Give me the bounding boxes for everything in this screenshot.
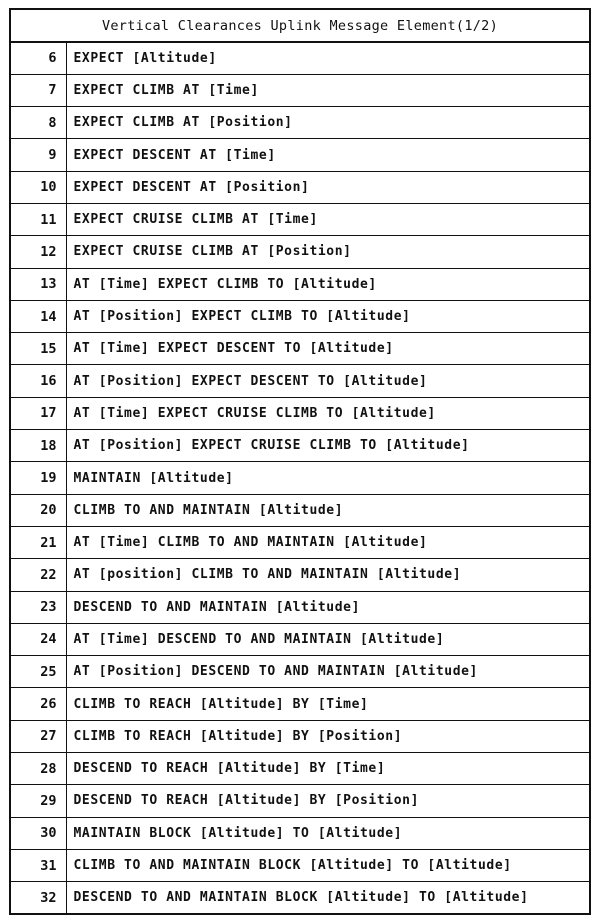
table-row <box>10 753 590 785</box>
message-element-number: 18 <box>10 430 66 462</box>
table-row <box>10 882 590 914</box>
message-element-text: AT [Position] EXPECT DESCENT TO [Altitude] <box>66 365 590 397</box>
message-element-number: 30 <box>10 817 66 849</box>
message-element-number: 13 <box>10 268 66 300</box>
message-element-number: 19 <box>10 462 66 494</box>
table-row <box>10 720 590 752</box>
message-element-number: 32 <box>10 882 66 914</box>
message-element-text: AT [Time] CLIMB TO AND MAINTAIN [Altitude] <box>66 526 590 558</box>
table-row <box>10 494 590 526</box>
table-row <box>10 591 590 623</box>
table-row <box>10 203 590 235</box>
table-title-row <box>10 9 590 42</box>
message-element-text: DESCEND TO REACH [Altitude] BY [Position] <box>66 785 590 817</box>
table-row <box>10 171 590 203</box>
message-element-number: 25 <box>10 656 66 688</box>
message-element-number: 14 <box>10 300 66 332</box>
message-element-number: 24 <box>10 623 66 655</box>
message-element-text: CLIMB TO AND MAINTAIN BLOCK [Altitude] TO [Altitude] <box>66 849 590 881</box>
table-row <box>10 42 590 74</box>
message-element-text: AT [Position] DESCEND TO AND MAINTAIN [Altitude] <box>66 656 590 688</box>
table-row <box>10 849 590 881</box>
message-element-number: 27 <box>10 720 66 752</box>
table-row <box>10 139 590 171</box>
table-row <box>10 397 590 429</box>
message-element-number: 15 <box>10 333 66 365</box>
message-element-text: MAINTAIN [Altitude] <box>66 462 590 494</box>
table-row <box>10 107 590 139</box>
table-row <box>10 623 590 655</box>
message-element-number: 10 <box>10 171 66 203</box>
message-element-number: 31 <box>10 849 66 881</box>
message-element-number: 9 <box>10 139 66 171</box>
message-element-text: CLIMB TO REACH [Altitude] BY [Position] <box>66 720 590 752</box>
message-element-text: EXPECT DESCENT AT [Position] <box>66 171 590 203</box>
message-element-text: EXPECT CRUISE CLIMB AT [Position] <box>66 236 590 268</box>
table-row <box>10 268 590 300</box>
message-element-number: 26 <box>10 688 66 720</box>
message-element-text: EXPECT [Altitude] <box>66 42 590 74</box>
message-element-text: EXPECT DESCENT AT [Time] <box>66 139 590 171</box>
table-row <box>10 559 590 591</box>
table-row <box>10 817 590 849</box>
message-element-number: 29 <box>10 785 66 817</box>
message-element-text: EXPECT CLIMB AT [Time] <box>66 74 590 106</box>
message-element-text: MAINTAIN BLOCK [Altitude] TO [Altitude] <box>66 817 590 849</box>
message-element-text: EXPECT CRUISE CLIMB AT [Time] <box>66 203 590 235</box>
table-row <box>10 430 590 462</box>
message-element-text: EXPECT CLIMB AT [Position] <box>66 107 590 139</box>
message-element-number: 20 <box>10 494 66 526</box>
table-row <box>10 74 590 106</box>
table-row <box>10 236 590 268</box>
message-element-number: 17 <box>10 397 66 429</box>
message-element-text: DESCEND TO REACH [Altitude] BY [Time] <box>66 753 590 785</box>
table-row <box>10 300 590 332</box>
message-element-text: DESCEND TO AND MAINTAIN [Altitude] <box>66 591 590 623</box>
table-row <box>10 333 590 365</box>
vertical-clearances-table <box>9 8 591 915</box>
message-element-text: CLIMB TO AND MAINTAIN [Altitude] <box>66 494 590 526</box>
table-body <box>10 42 590 914</box>
message-element-text: DESCEND TO AND MAINTAIN BLOCK [Altitude] TO [Altitude] <box>66 882 590 914</box>
message-element-text: AT [Time] DESCEND TO AND MAINTAIN [Altitude] <box>66 623 590 655</box>
message-element-number: 11 <box>10 203 66 235</box>
message-element-text: AT [Time] EXPECT DESCENT TO [Altitude] <box>66 333 590 365</box>
message-element-number: 12 <box>10 236 66 268</box>
message-element-number: 21 <box>10 526 66 558</box>
table-row <box>10 462 590 494</box>
message-element-number: 22 <box>10 559 66 591</box>
table-row <box>10 785 590 817</box>
message-element-number: 6 <box>10 42 66 74</box>
message-element-text: AT [Position] EXPECT CRUISE CLIMB TO [Altitude] <box>66 430 590 462</box>
message-element-text: AT [Time] EXPECT CLIMB TO [Altitude] <box>66 268 590 300</box>
table-row <box>10 365 590 397</box>
message-element-text: AT [Position] EXPECT CLIMB TO [Altitude] <box>66 300 590 332</box>
message-element-text: AT [Time] EXPECT CRUISE CLIMB TO [Altitude] <box>66 397 590 429</box>
table-row <box>10 656 590 688</box>
message-element-number: 28 <box>10 753 66 785</box>
message-element-text: CLIMB TO REACH [Altitude] BY [Time] <box>66 688 590 720</box>
message-element-text: AT [position] CLIMB TO AND MAINTAIN [Altitude] <box>66 559 590 591</box>
message-element-number: 7 <box>10 74 66 106</box>
message-element-number: 23 <box>10 591 66 623</box>
table-row <box>10 526 590 558</box>
table-row <box>10 688 590 720</box>
message-element-number: 16 <box>10 365 66 397</box>
message-element-number: 8 <box>10 107 66 139</box>
table-title: Vertical Clearances Uplink Message Element(1/2) <box>10 9 590 42</box>
